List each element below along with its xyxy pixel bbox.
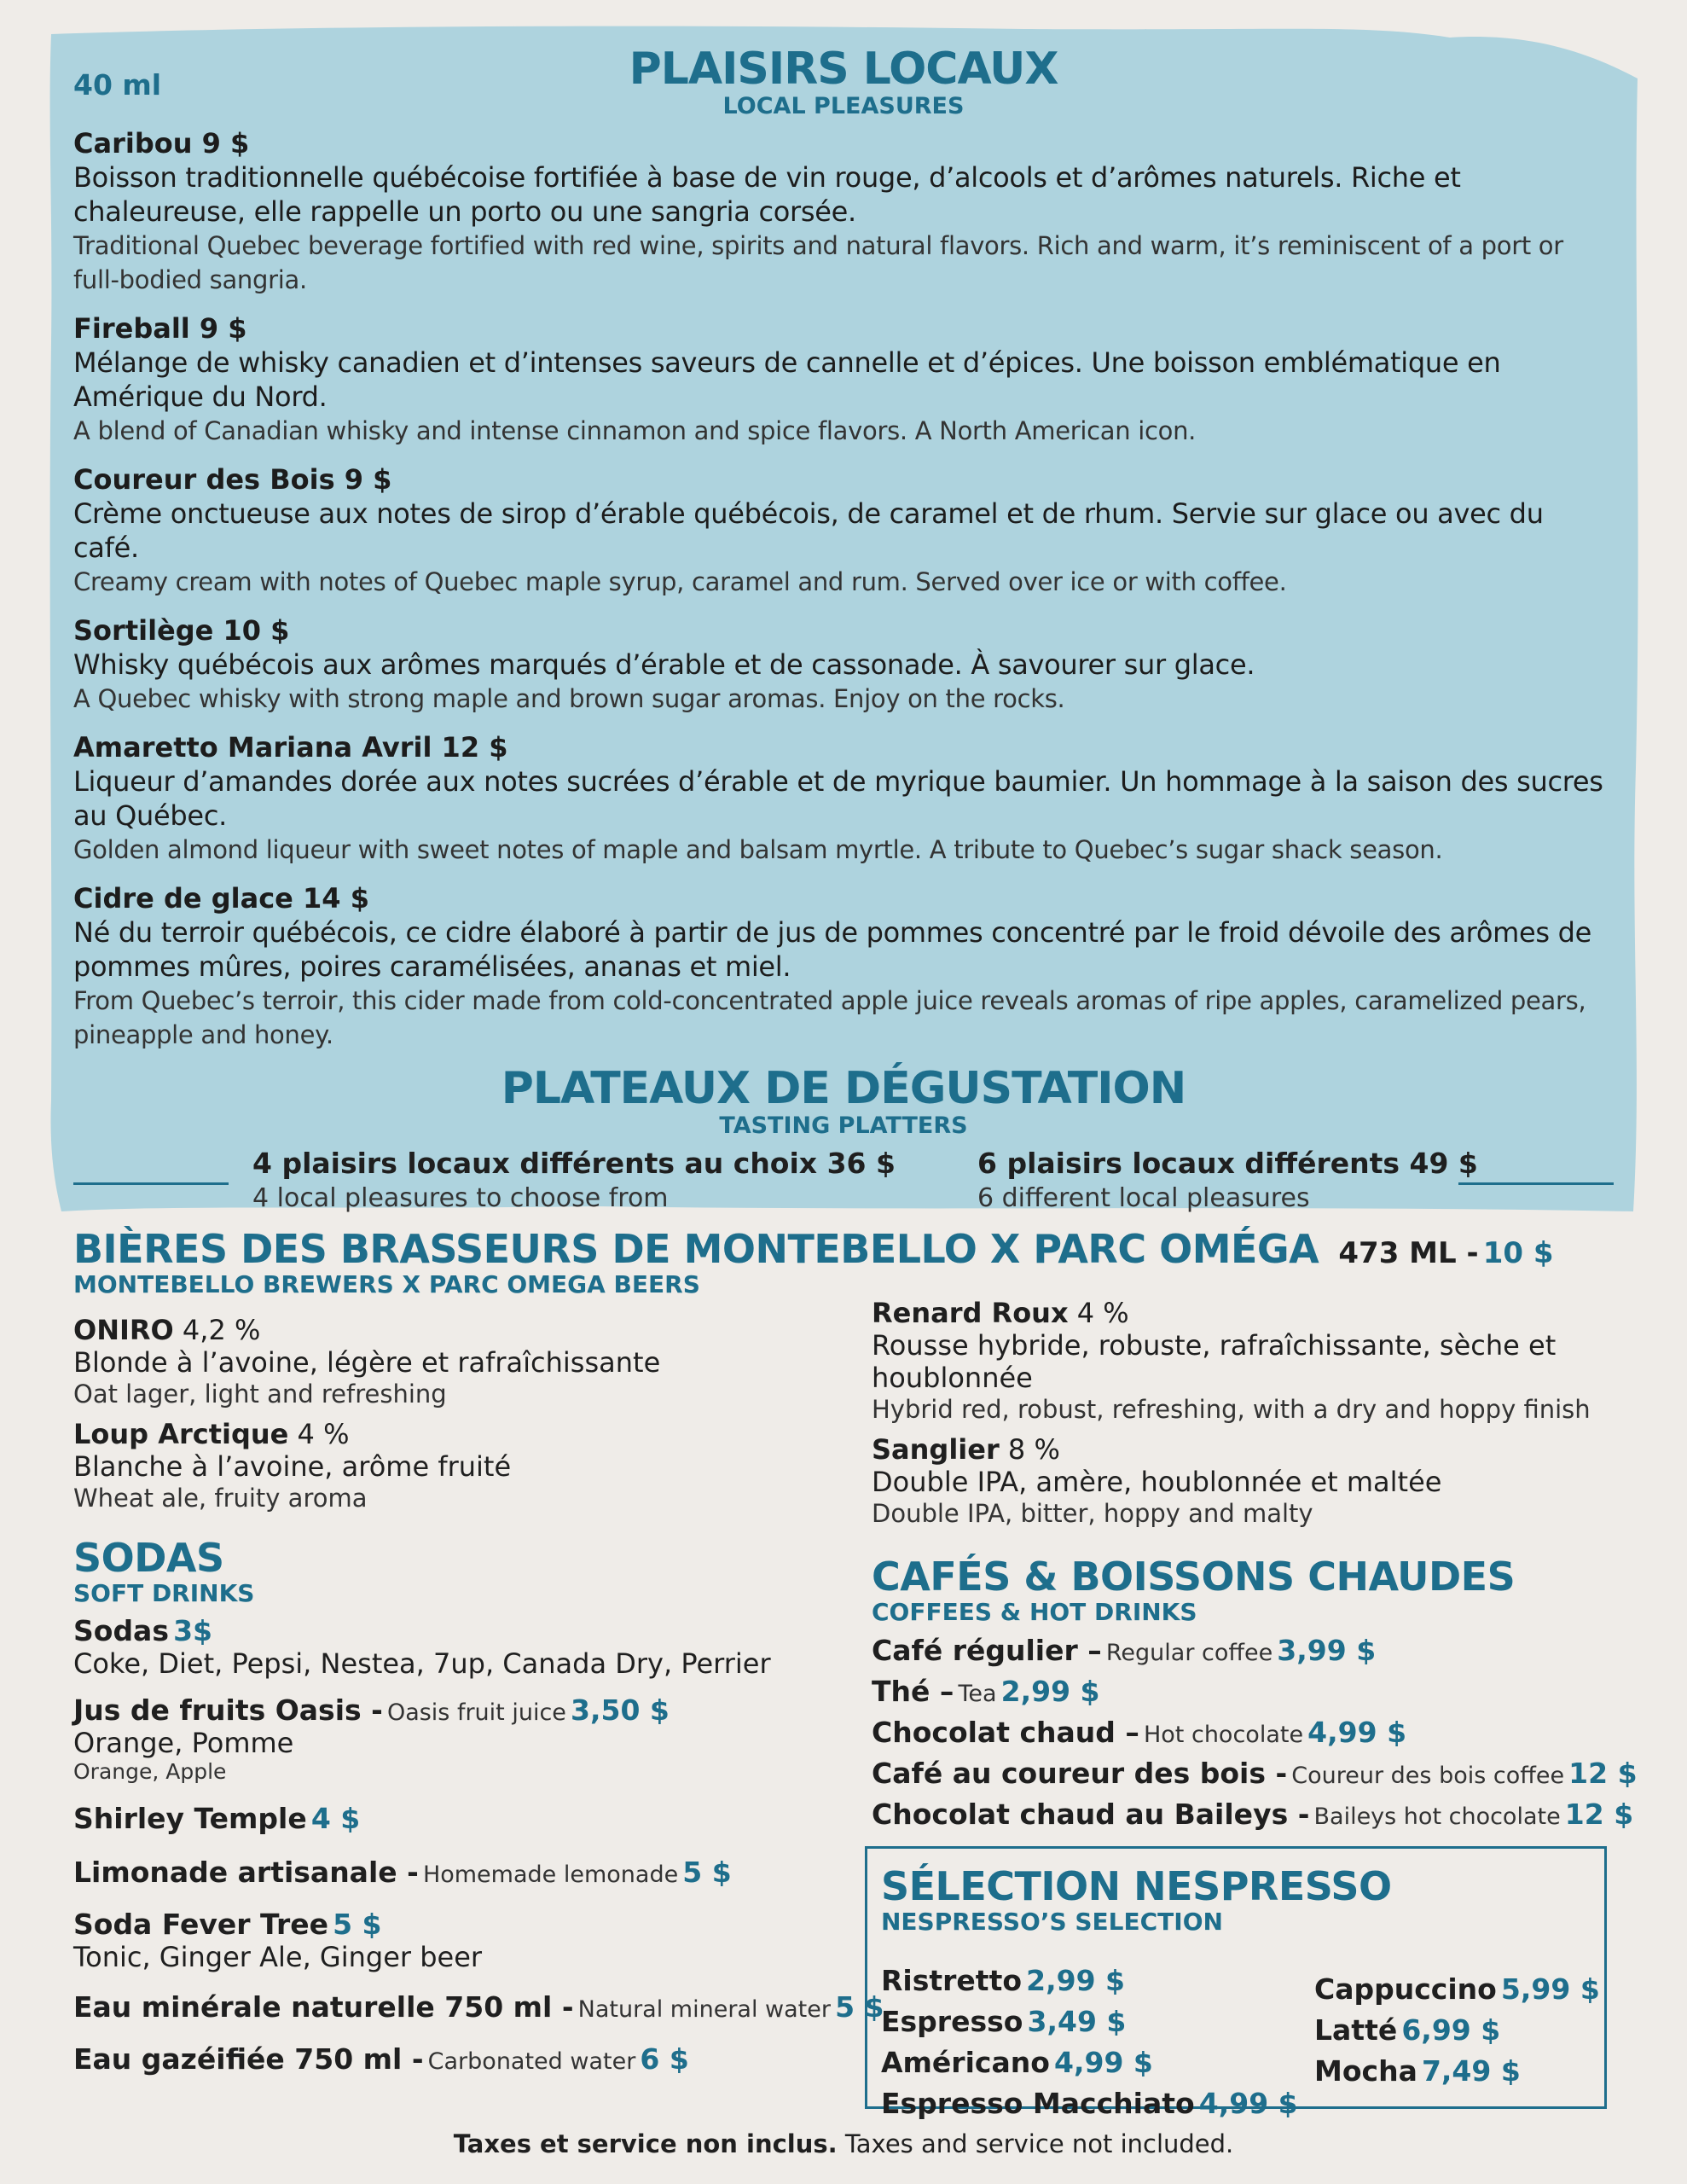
item-description-fr: Boisson traditionnelle québécoise fortifiée à base de vin rouge, d’alcools et d’arômes naturels. Riche et chaleureuse, elle rappelle un porto ou une sangria corsée. <box>73 161 1461 228</box>
plateaux-subtitle: TASTING PLATTERS <box>719 1112 968 1139</box>
cafe-item <box>872 1715 1639 1756</box>
item-name: Cappuccino <box>1314 1972 1497 2006</box>
nespresso-item <box>881 2004 1298 2045</box>
item-description-fr: Crème onctueuse aux notes de sirop d’érable québécois, de caramel et de rhum. Servie sur glace ou avec du café. <box>73 497 1544 564</box>
cafes-section <box>872 1554 1639 1838</box>
item-price: 6,99 $ <box>1401 2013 1501 2047</box>
volume-label: 40 ml <box>73 68 162 102</box>
plateaux-header <box>73 1064 1614 1139</box>
item-name: Latté <box>1314 2013 1398 2047</box>
cafe-item <box>872 1797 1639 1838</box>
item-name: Sodas <box>73 1614 169 1647</box>
item-name: Shirley Temple <box>73 1802 307 1835</box>
nespresso-item <box>881 2086 1298 2127</box>
beer-abv: 8 % <box>1007 1433 1060 1466</box>
item-description-en: Creamy cream with notes of Quebec maple syrup, caramel and rum. Served over ice or with coffee. <box>73 567 1287 596</box>
beer-abv: 4 % <box>297 1418 350 1450</box>
beer-name: Sanglier <box>872 1433 1000 1466</box>
nespresso-item <box>881 1963 1298 2004</box>
item-english: Hot chocolate <box>1143 1722 1304 1748</box>
item-price: 6 $ <box>640 2042 689 2076</box>
item-price: 3,50 $ <box>571 1693 670 1727</box>
item-name: Sortilège 10 $ <box>73 614 290 647</box>
item-name: Mocha <box>1314 2054 1417 2088</box>
item-name: Espresso <box>881 2005 1023 2038</box>
item-english: Coureur des bois coffee <box>1291 1763 1565 1789</box>
menu-item-fireball <box>73 311 1614 448</box>
item-description-en: From Quebec’s terroir, this cider made from cold-concentrated apple juice reveals aromas of ripe apples, caramelized pears, pineapple and honey. <box>73 986 1586 1049</box>
nespresso-right-list <box>1314 1972 1600 2094</box>
bieres-header <box>73 1227 1626 1271</box>
cafes-subtitle: COFFEES & HOT DRINKS <box>872 1598 1197 1626</box>
platter-title: 6 plaisirs locaux différents 49 $ <box>977 1147 1478 1180</box>
footer-note <box>0 2129 1687 2158</box>
beer-abv: 4 % <box>1076 1297 1129 1329</box>
item-name: Américano <box>881 2046 1050 2079</box>
nespresso-header <box>881 1864 1392 1936</box>
platter-options <box>73 1146 1614 1223</box>
item-name: Fireball 9 $ <box>73 312 247 345</box>
bieres-size: 473 ML - <box>1338 1236 1479 1270</box>
platter-subtitle: 6 different local pleasures <box>977 1183 1310 1213</box>
item-list: Orange, Pomme <box>73 1727 294 1759</box>
item-english: Baileys hot chocolate <box>1313 1804 1561 1830</box>
item-price: 2,99 $ <box>1026 1964 1125 1997</box>
nespresso-item <box>1314 2013 1600 2053</box>
sodas-section <box>73 1535 884 2076</box>
menu-item-cidre-de-glace <box>73 881 1614 1052</box>
bieres-title: BIÈRES DES BRASSEURS DE MONTEBELLO X PARC OMÉGA <box>73 1226 1319 1272</box>
beer-name: Renard Roux <box>872 1297 1069 1329</box>
sodas-title: SODAS <box>73 1535 224 1581</box>
item-price: 5 $ <box>333 1908 382 1941</box>
nespresso-left-list <box>881 1963 1298 2127</box>
item-description-fr: Né du terroir québécois, ce cidre élaboré à partir de jus de pommes concentré par le froid dévoile des arômes de pommes mûres, poires caramélisées, ananas et miel. <box>73 916 1591 983</box>
item-price: 5,99 $ <box>1500 1972 1600 2006</box>
item-price: 4,99 $ <box>1053 2046 1153 2079</box>
cafes-title: CAFÉS & BOISSONS CHAUDES <box>872 1554 1516 1600</box>
item-description-en: Traditional Quebec beverage fortified with red wine, spirits and natural flavors. Rich and warm, it’s reminiscent of a port or full-bodied sangria. <box>73 231 1563 294</box>
item-description-en: A blend of Canadian whisky and intense cinnamon and spice flavors. A North American icon. <box>73 416 1197 445</box>
menu-item-sortilege <box>73 613 1614 716</box>
sodas-subtitle: SOFT DRINKS <box>73 1579 255 1607</box>
item-name: Limonade artisanale - <box>73 1856 419 1889</box>
beer-description-en: Wheat ale, fruity aroma <box>73 1484 368 1513</box>
beer-item-oniro <box>73 1314 841 1409</box>
beer-item-loup-arctique <box>73 1418 841 1513</box>
nespresso-item <box>1314 2053 1600 2094</box>
beer-description-fr: Blonde à l’avoine, légère et rafraîchissante <box>73 1346 661 1379</box>
item-english: Natural mineral water <box>577 1996 831 2023</box>
divider-line-left <box>73 1182 229 1185</box>
plaisirs-header <box>73 44 1614 119</box>
item-price: 3,49 $ <box>1027 2005 1127 2038</box>
item-name: Chocolat chaud – <box>872 1716 1139 1749</box>
item-english: Carbonated water <box>427 2048 636 2075</box>
item-list: Tonic, Ginger Ale, Ginger beer <box>73 1941 483 1973</box>
item-name: Café régulier – <box>872 1634 1102 1667</box>
item-price: 4,99 $ <box>1198 2087 1298 2120</box>
item-name: Ristretto <box>881 1964 1023 1997</box>
soda-item-sodas <box>73 1614 858 1680</box>
beer-description-fr: Rousse hybride, robuste, rafraîchissante, sèche et houblonnée <box>872 1329 1557 1394</box>
beer-item-renard-roux <box>872 1297 1622 1425</box>
bieres-right-column <box>872 1297 1622 1529</box>
item-list-en: Orange, Apple <box>73 1759 227 1784</box>
menu-item-caribou <box>73 126 1614 297</box>
beer-abv: 4,2 % <box>182 1314 261 1346</box>
bieres-price: 10 $ <box>1482 1236 1554 1270</box>
item-list: Coke, Diet, Pepsi, Nestea, 7up, Canada Dry, Perrier <box>73 1647 771 1680</box>
item-price: 3,99 $ <box>1277 1634 1377 1667</box>
beer-item-sanglier <box>872 1433 1622 1529</box>
beer-name: Loup Arctique <box>73 1418 289 1450</box>
cafe-item <box>872 1674 1639 1715</box>
menu-item-coureur-des-bois <box>73 462 1614 599</box>
platter-title: 4 plaisirs locaux différents au choix 36 $ <box>252 1147 896 1180</box>
item-english: Tea <box>958 1681 997 1707</box>
beer-description-en: Hybrid red, robust, refreshing, with a dry and hoppy finish <box>872 1395 1591 1424</box>
item-price: 3$ <box>173 1614 213 1647</box>
plaisirs-title: PLAISIRS LOCAUX <box>629 44 1058 95</box>
footer-english: Taxes and service not included. <box>844 2129 1234 2158</box>
item-description-en: A Quebec whisky with strong maple and brown sugar aromas. Enjoy on the rocks. <box>73 684 1065 713</box>
nespresso-item <box>881 2045 1298 2086</box>
bieres-subtitle: MONTEBELLO BREWERS X PARC OMEGA BEERS <box>73 1270 700 1298</box>
nespresso-subtitle: NESPRESSO’S SELECTION <box>881 1908 1223 1936</box>
item-name: Amaretto Mariana Avril 12 $ <box>73 731 508 764</box>
soda-item-fever-tree <box>73 1908 858 1973</box>
beer-description-fr: Blanche à l’avoine, arôme fruité <box>73 1450 512 1483</box>
item-english: Regular coffee <box>1105 1640 1273 1666</box>
plaisirs-subtitle: LOCAL PLEASURES <box>722 93 965 119</box>
nespresso-title: SÉLECTION NESPRESSO <box>881 1863 1392 1909</box>
bieres-left-column <box>73 1314 841 1513</box>
nespresso-box <box>865 1846 1607 2120</box>
item-name: Thé – <box>872 1675 954 1708</box>
item-name: Soda Fever Tree <box>73 1908 328 1941</box>
item-english: Homemade lemonade <box>422 1862 679 1888</box>
bieres-section <box>73 1227 1626 1298</box>
item-name: Café au coureur des bois - <box>872 1757 1288 1790</box>
beer-description-fr: Double IPA, amère, houblonnée et maltée <box>872 1466 1442 1498</box>
plaisirs-locaux-section <box>73 44 1614 1213</box>
item-name: Caribou 9 $ <box>73 127 250 160</box>
item-name: Coureur des Bois 9 $ <box>73 463 392 496</box>
item-price: 12 $ <box>1568 1757 1638 1790</box>
item-price: 7,49 $ <box>1421 2054 1521 2088</box>
menu-item-amaretto <box>73 730 1614 867</box>
item-name: Cidre de glace 14 $ <box>73 882 369 915</box>
plateaux-title: PLATEAUX DE DÉGUSTATION <box>501 1063 1186 1114</box>
cafe-item <box>872 1756 1639 1797</box>
item-description-fr: Liqueur d’amandes dorée aux notes sucrées d’érable et de myrique baumier. Un hommage à la saison des sucres au Québec. <box>73 765 1603 832</box>
footer-bold: Taxes et service non inclus. <box>453 2129 838 2158</box>
item-description-en: Golden almond liqueur with sweet notes of maple and balsam myrtle. A tribute to Quebec’s sugar shack season. <box>73 835 1443 864</box>
item-description-fr: Mélange de whisky canadien et d’intenses saveurs de cannelle et d’épices. Une boisson emblématique en Amérique du Nord. <box>73 346 1501 413</box>
beer-description-en: Oat lager, light and refreshing <box>73 1380 447 1409</box>
item-price: 5 $ <box>682 1856 732 1889</box>
cafes-list <box>872 1633 1639 1838</box>
soda-item-oasis <box>73 1693 858 1785</box>
item-name: Espresso Macchiato <box>881 2087 1195 2120</box>
soda-item-eau-gazeifiee <box>73 2042 858 2076</box>
nespresso-item <box>1314 1972 1600 2013</box>
item-name: Jus de fruits Oasis - <box>73 1693 383 1727</box>
item-price: 5 $ <box>835 1990 884 2024</box>
item-name: Chocolat chaud au Baileys - <box>872 1798 1310 1831</box>
beer-description-en: Double IPA, bitter, hoppy and malty <box>872 1499 1313 1528</box>
item-price: 4 $ <box>310 1802 361 1835</box>
item-description-fr: Whisky québécois aux arômes marqués d’érable et de cassonade. À savourer sur glace. <box>73 648 1255 681</box>
soda-item-limonade <box>73 1856 858 1889</box>
beer-name: ONIRO <box>73 1314 174 1346</box>
platter-subtitle: 4 local pleasures to choose from <box>252 1183 669 1213</box>
item-price: 4,99 $ <box>1307 1716 1407 1749</box>
item-name: Eau gazéifiée 750 ml - <box>73 2042 424 2076</box>
cafe-item <box>872 1633 1639 1674</box>
item-name: Eau minérale naturelle 750 ml - <box>73 1990 574 2024</box>
divider-line-right <box>1458 1182 1614 1185</box>
soda-item-eau-minerale <box>73 1990 884 2024</box>
item-price: 12 $ <box>1564 1798 1634 1831</box>
platter-option-6 <box>977 1146 1478 1216</box>
item-price: 2,99 $ <box>1000 1675 1100 1708</box>
platter-option-4 <box>252 1146 896 1216</box>
soda-item-shirley-temple <box>73 1802 858 1835</box>
item-english: Oasis fruit juice <box>386 1699 566 1726</box>
